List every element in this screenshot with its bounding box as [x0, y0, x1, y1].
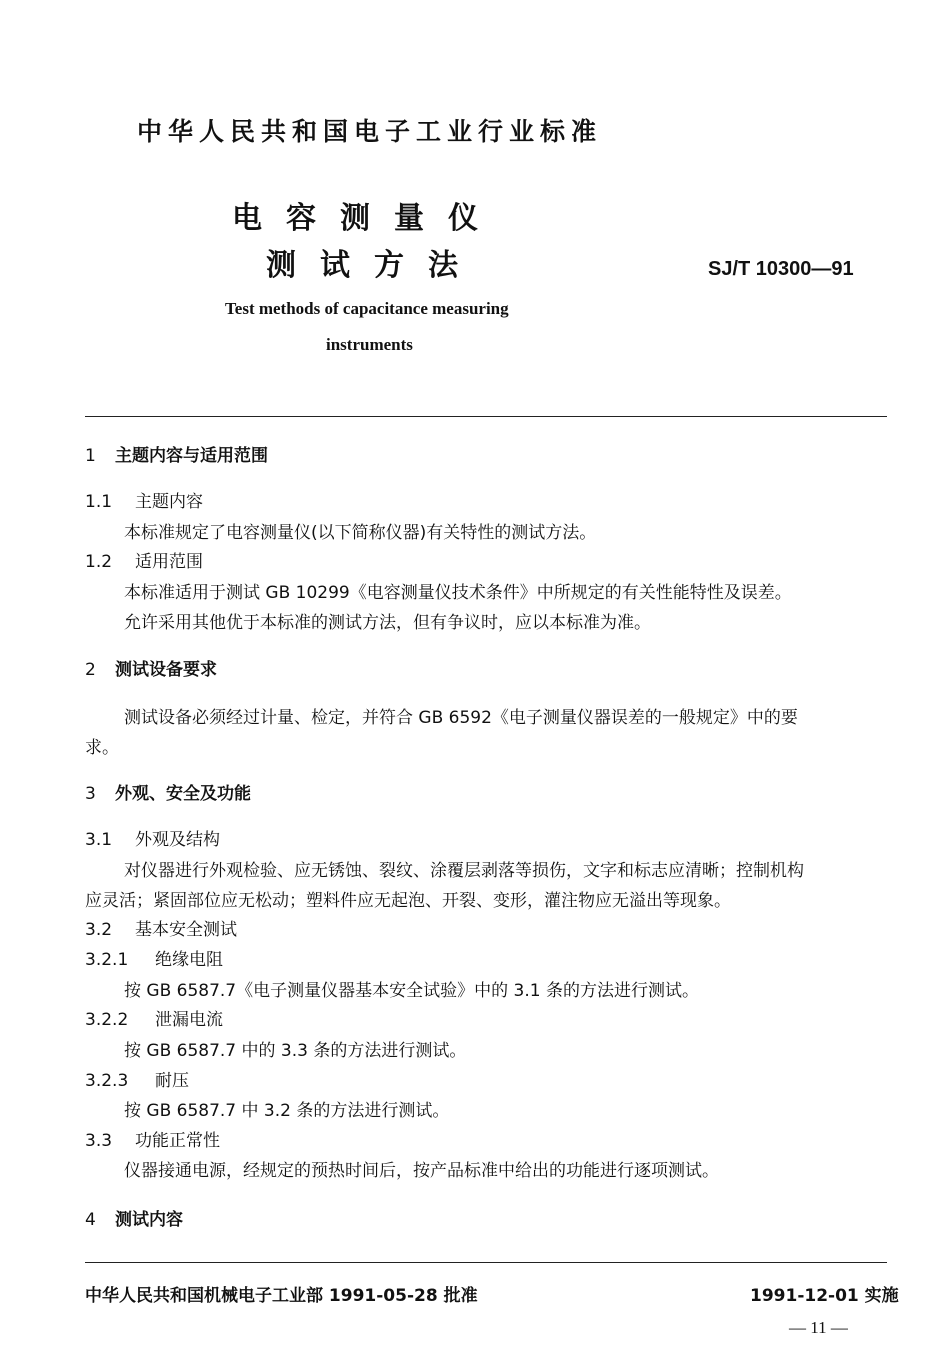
section-3-3-heading	[85, 1126, 220, 1151]
section-3-1-text-line2: 应灵活；紧固部位应无松动；塑料件应无起泡、开裂、变形，灌注物应无溢出等现象。	[85, 891, 731, 911]
section-number: 2	[85, 660, 96, 680]
section-number: 3.3	[85, 1131, 113, 1151]
section-3-2-2-text: 按 GB 6587.7 中的 3.3 条的方法进行测试。	[124, 1041, 467, 1061]
section-3-2-1-heading	[85, 945, 223, 970]
section-number: 3.1	[85, 830, 113, 850]
section-number: 3.2.3	[85, 1071, 129, 1091]
section-number: 4	[85, 1210, 96, 1230]
section-1-heading	[85, 441, 268, 466]
section-1-2-heading	[85, 547, 203, 572]
document-title-line1: 电容测量仪	[232, 201, 502, 236]
section-title: 外观、安全及功能	[115, 784, 251, 804]
section-number: 3.2.2	[85, 1010, 129, 1030]
section-1-1-heading	[85, 487, 203, 512]
section-3-2-2-heading	[85, 1005, 223, 1030]
section-3-2-1-text: 按 GB 6587.7《电子测量仪器基本安全试验》中的 3.1 条的方法进行测试。	[124, 981, 699, 1001]
section-3-2-heading	[85, 915, 237, 940]
section-title: 测试内容	[115, 1210, 183, 1230]
section-1-2-text2: 允许采用其他优于本标准的测试方法，但有争议时，应以本标准为准。	[124, 613, 651, 633]
effective-date: 1991-12-01 实施	[750, 1286, 899, 1306]
section-1-1-text: 本标准规定了电容测量仪(以下简称仪器)有关特性的测试方法。	[124, 523, 597, 543]
section-number: 3.2.1	[85, 950, 129, 970]
section-title: 适用范围	[135, 552, 203, 572]
document-title-line2: 测试方法	[266, 248, 482, 283]
section-title: 外观及结构	[135, 830, 220, 850]
section-2-heading	[85, 655, 217, 680]
section-4-heading	[85, 1205, 183, 1230]
page-number: — 11 —	[789, 1318, 848, 1337]
section-number: 1.2	[85, 552, 113, 572]
section-title: 泄漏电流	[155, 1010, 223, 1030]
section-number: 1.1	[85, 492, 113, 512]
section-3-2-3-heading	[85, 1066, 189, 1091]
section-number: 3.2	[85, 920, 113, 940]
footer-divider	[85, 1262, 887, 1263]
section-title: 绝缘电阻	[155, 950, 223, 970]
standard-category: 中华人民共和国电子工业行业标准	[137, 117, 603, 146]
section-title: 耐压	[155, 1071, 189, 1091]
section-title: 基本安全测试	[135, 920, 237, 940]
section-number: 3	[85, 784, 96, 804]
section-1-2-text1: 本标准适用于测试 GB 10299《电容测量仪技术条件》中所规定的有关性能特性及误差。	[124, 583, 792, 603]
english-title-line1: Test methods of capacitance measuring	[225, 299, 509, 318]
header-divider	[85, 416, 887, 417]
section-title: 主题内容	[135, 492, 203, 512]
approval-note: 中华人民共和国机械电子工业部 1991-05-28 批准	[85, 1286, 478, 1306]
standard-number: SJ/T 10300—91	[708, 258, 854, 280]
section-3-heading	[85, 779, 251, 804]
section-3-2-3-text: 按 GB 6587.7 中 3.2 条的方法进行测试。	[124, 1101, 450, 1121]
section-2-text-line1: 测试设备必须经过计量、检定，并符合 GB 6592《电子测量仪器误差的一般规定》中的要	[124, 708, 798, 728]
english-title-line2: instruments	[326, 335, 413, 354]
section-title: 主题内容与适用范围	[115, 446, 268, 466]
section-3-1-heading	[85, 825, 220, 850]
section-2-text-line2: 求。	[85, 738, 119, 758]
section-title: 测试设备要求	[115, 660, 217, 680]
section-title: 功能正常性	[135, 1131, 220, 1151]
section-3-1-text-line1: 对仪器进行外观检验、应无锈蚀、裂纹、涂覆层剥落等损伤，文字和标志应清晰；控制机构	[124, 861, 804, 881]
section-number: 1	[85, 446, 96, 466]
section-3-3-text: 仪器接通电源，经规定的预热时间后，按产品标准中给出的功能进行逐项测试。	[124, 1161, 719, 1181]
